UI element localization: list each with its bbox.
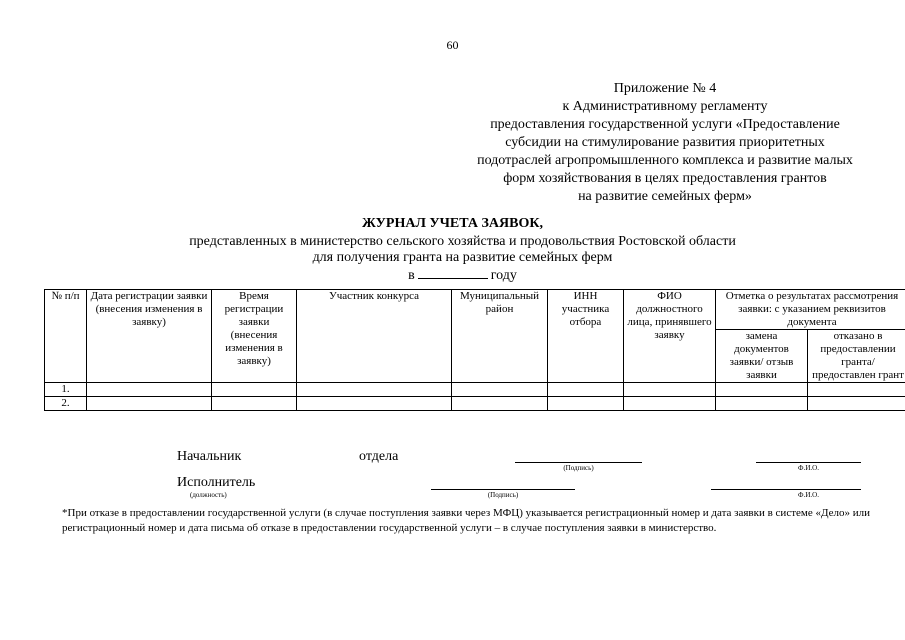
executor-fio-caption: Ф.И.О. bbox=[798, 491, 819, 499]
head-signature-line bbox=[515, 462, 642, 463]
year-blank-field bbox=[418, 266, 488, 279]
header-registration-date: Дата регистрации заявки (внесения изменения в заявку) bbox=[87, 290, 212, 383]
table-cell bbox=[808, 383, 905, 397]
document-subtitle bbox=[0, 234, 905, 266]
journal-table bbox=[44, 289, 905, 411]
executor-position-caption: (должность) bbox=[190, 491, 227, 499]
executor-signature-caption: (Подпись) bbox=[487, 491, 519, 499]
head-signature-caption: (Подпись) bbox=[563, 464, 594, 472]
table-cell bbox=[624, 383, 716, 397]
appendix-line: предоставления государственной услуги «Предоставление bbox=[490, 117, 840, 132]
row-number: 2. bbox=[45, 397, 87, 411]
header-results: Отметка о результатах рассмотрения заявки: с указанием реквизитов документа bbox=[716, 290, 905, 330]
year-suffix: году bbox=[490, 268, 517, 283]
header-official: ФИО должностного лица, принявшего заявку bbox=[624, 290, 716, 383]
executor-label: Исполнитель bbox=[177, 475, 256, 490]
header-district: Муниципальный район bbox=[452, 290, 548, 383]
row-number: 1. bbox=[45, 383, 87, 397]
table-cell bbox=[548, 397, 624, 411]
head-label: Начальник bbox=[177, 449, 242, 464]
head-fio-caption: Ф.И.О. bbox=[798, 464, 819, 472]
header-number: № п/п bbox=[45, 290, 87, 383]
appendix-line: подотраслей агропромышленного комплекса и развитие малых bbox=[477, 153, 853, 168]
appendix-block bbox=[420, 80, 905, 206]
footnote: *При отказе в предоставлении государственной услуги (в случае поступления заявки через МФЦ) указывается регистрационный номер и дата заявки в системе «Дело» или регистрационный номер и дата письма об отказе в предоставлении государственной услуги – в случае поступления заявки в министерство. bbox=[62, 507, 871, 534]
table-cell bbox=[548, 383, 624, 397]
header-replacement: замена документов заявки/ отзыв заявки bbox=[716, 330, 808, 383]
table-cell bbox=[716, 397, 808, 411]
table-cell bbox=[87, 383, 212, 397]
executor-fio-line bbox=[711, 489, 861, 490]
table-cell bbox=[212, 397, 297, 411]
table-cell bbox=[808, 397, 905, 411]
header-registration-time: Время регистрации заявки (внесения изменения в заявку) bbox=[212, 290, 297, 383]
table-cell bbox=[716, 383, 808, 397]
header-inn: ИНН участника отбора bbox=[548, 290, 624, 383]
table-cell bbox=[452, 397, 548, 411]
year-line bbox=[0, 266, 905, 284]
table-cell bbox=[297, 397, 452, 411]
header-participant: Участник конкурса bbox=[297, 290, 452, 383]
year-prefix: в bbox=[408, 268, 415, 283]
table-row bbox=[45, 397, 905, 411]
document-title: ЖУРНАЛ УЧЕТА ЗАЯВОК, bbox=[361, 216, 544, 231]
table-row bbox=[45, 383, 905, 397]
department-label: отдела bbox=[359, 449, 399, 464]
header-refused: отказано в предоставлении гранта/ предоставлен грант bbox=[808, 330, 905, 383]
table-cell bbox=[297, 383, 452, 397]
table-cell bbox=[212, 383, 297, 397]
subtitle-line: представленных в министерство сельского хозяйства и продовольствия Ростовской области bbox=[189, 234, 736, 249]
appendix-line: форм хозяйствования в целях предоставления грантов bbox=[503, 171, 827, 186]
appendix-line: на развитие семейных ферм» bbox=[578, 189, 752, 204]
table-cell bbox=[624, 397, 716, 411]
table-cell bbox=[87, 397, 212, 411]
appendix-line: к Административному регламенту bbox=[562, 99, 768, 114]
appendix-line: субсидии на стимулирование развития приоритетных bbox=[505, 135, 825, 150]
head-fio-line bbox=[756, 462, 861, 463]
page-number: 60 bbox=[446, 38, 459, 52]
table-cell bbox=[452, 383, 548, 397]
subtitle-line: для получения гранта на развитие семейных ферм bbox=[312, 250, 613, 265]
executor-signature-line bbox=[431, 489, 575, 490]
appendix-line: Приложение № 4 bbox=[613, 81, 717, 96]
